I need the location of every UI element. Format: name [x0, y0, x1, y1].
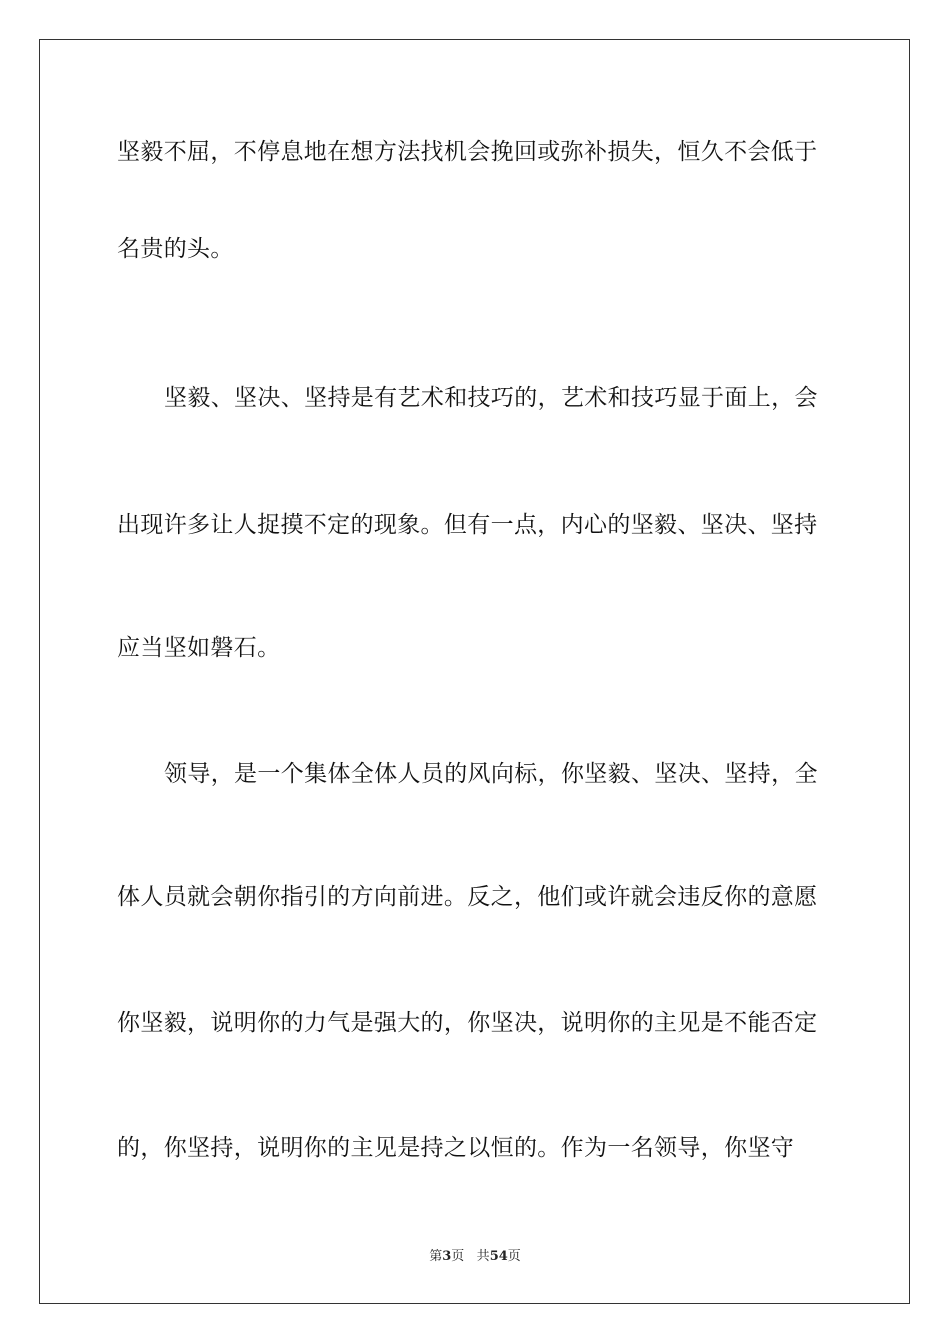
text-line: 体人员就会朝你指引的方向前进。反之，他们或许就会违反你的意愿 — [117, 884, 818, 910]
text-line: 应当坚如磐石。 — [117, 635, 281, 661]
page-number: 3 — [442, 1249, 452, 1264]
text-line: 的，你坚持，说明你的主见是持之以恒的。作为一名领导，你坚守 — [117, 1135, 795, 1161]
text-line: 你坚毅，说明你的力气是强大的，你坚决，说明你的主见是不能否定 — [117, 1010, 818, 1036]
page-suffix: 页 — [451, 1249, 465, 1264]
text-line: 出现许多让人捉摸不定的现象。但有一点，内心的坚毅、坚决、坚持 — [117, 512, 818, 538]
text-line: 名贵的头。 — [117, 236, 234, 262]
total-prefix: 共 — [476, 1249, 490, 1264]
text-line: 坚毅不屈，不停息地在想方法找机会挽回或弥补损失，恒久不会低于 — [117, 139, 818, 165]
total-pages: 54 — [489, 1249, 508, 1264]
paragraph-first-line: 领导，是一个集体全体人员的风向标，你坚毅、坚决、坚持，全 — [164, 761, 818, 787]
page-border — [39, 39, 910, 1304]
page-footer — [0, 1248, 950, 1266]
page-prefix: 第 — [429, 1249, 443, 1264]
paragraph-first-line: 坚毅、坚决、坚持是有艺术和技巧的，艺术和技巧显于面上，会 — [164, 385, 818, 411]
total-suffix: 页 — [507, 1249, 521, 1264]
